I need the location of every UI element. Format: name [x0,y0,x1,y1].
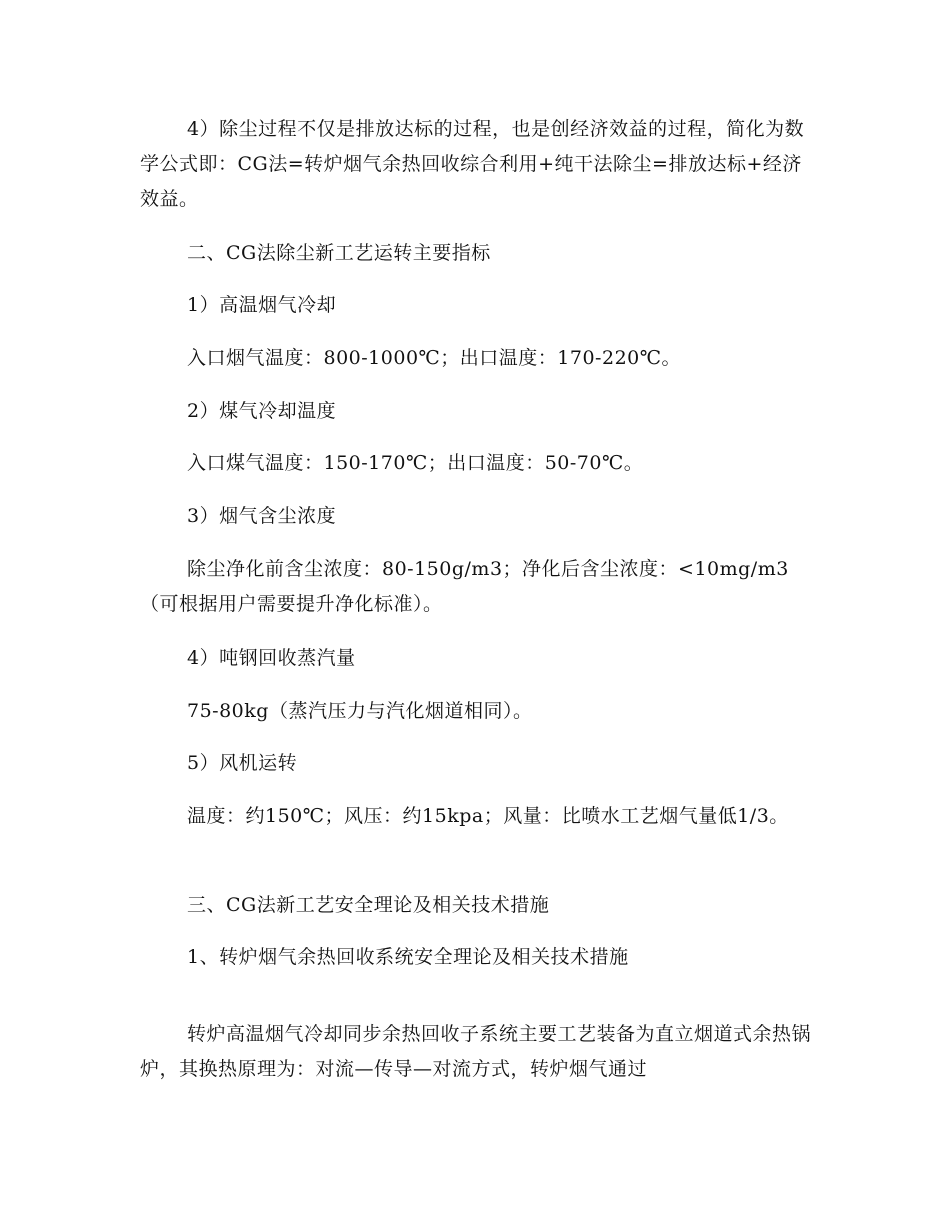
subheading-heat-recovery-safety: 1、转炉烟气余热回收系统安全理论及相关技术措施 [187,946,629,968]
subheading-steam-recovery: 4）吨钢回收蒸汽量 [187,647,356,669]
section-heading-indicators: 二、CG法除尘新工艺运转主要指标 [187,242,491,264]
paragraph-gas-temperature: 入口煤气温度：150-170℃；出口温度：50-70℃。 [187,452,644,474]
subheading-dust-concentration: 3）烟气含尘浓度 [187,505,337,527]
subheading-flue-gas-cooling: 1）高温烟气冷却 [187,294,337,316]
paragraph-dust-concentration: 除尘净化前含尘浓度：80-150g/m3；净化后含尘浓度：<10mg/m3（可根据用户需要提升净化标准）。 [140,558,789,615]
paragraph-dust-removal-benefit: 4）除尘过程不仅是排放达标的过程，也是创经济效益的过程，简化为数学公式即：CG法=转炉烟气余热回收综合利用+纯干法除尘=排放达标+经济效益。 [140,118,805,210]
paragraph-steam-recovery: 75-80kg（蒸汽压力与汽化烟道相同）。 [187,700,533,722]
paragraph-fan-operation: 温度：约150℃；风压：约15kpa；风量：比喷水工艺烟气量低1/3。 [187,805,789,827]
section-heading-safety: 三、CG法新工艺安全理论及相关技术措施 [187,894,550,916]
subheading-fan-operation: 5）风机运转 [187,752,298,774]
paragraph-boiler-principle: 转炉高温烟气冷却同步余热回收子系统主要工艺装备为直立烟道式余热锅炉，其换热原理为：对流—传导—对流方式，转炉烟气通过 [140,1023,812,1080]
paragraph-flue-gas-temperature: 入口烟气温度：800-1000℃；出口温度：170-220℃。 [187,347,681,369]
subheading-gas-cooling: 2）煤气冷却温度 [187,400,337,422]
